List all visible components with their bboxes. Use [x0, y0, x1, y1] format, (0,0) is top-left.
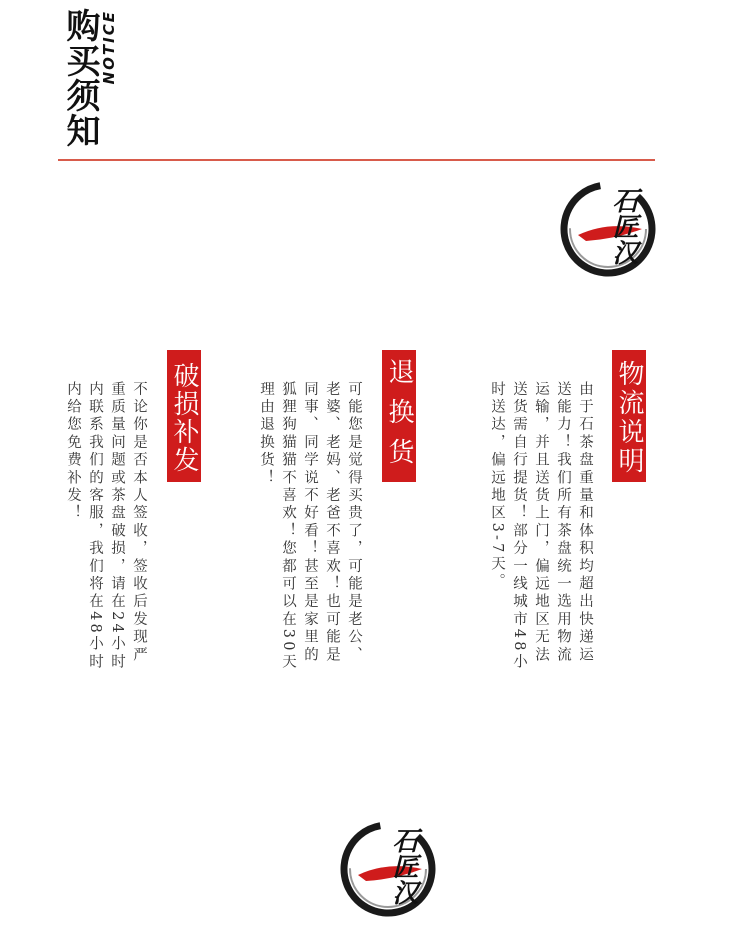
brand-logo-text: 石匠汉 — [388, 827, 418, 905]
page-title: 购买须知 — [60, 8, 100, 148]
page-subtitle: NOTICE — [100, 10, 118, 85]
section-text-damage: 不论你是否本人签收，签收后发现严重质量问题或茶盘破损，请在24小时内联系我们的客服，我们将在48小时内给您免费补发！ — [65, 381, 147, 672]
brand-logo-top — [556, 177, 660, 281]
section-text-logistics: 由于石茶盘重量和体积均超出快递运送能力！我们所有茶盘统一选用物流运输，并且送货上门，偏远地区无法送货需自行提货！部分一线城市48小时送达，偏远地区3-7天。 — [489, 381, 593, 672]
section-label-damage: 破损补发 — [167, 350, 201, 482]
brand-logo-bottom — [336, 817, 440, 921]
header-divider — [58, 159, 655, 161]
section-text-returns: 可能您是觉得买贵了，可能是老公、老婆、老妈、老爸不喜欢！也可能是同事、同学说不好看！甚至是家里的狐狸狗猫猫不喜欢！您都可以在30天理由退换货！ — [258, 381, 362, 672]
section-label-logistics: 物流说明 — [612, 350, 646, 482]
brand-logo-text: 石匠汉 — [608, 187, 638, 265]
section-label-returns: 退换货 — [382, 350, 416, 482]
